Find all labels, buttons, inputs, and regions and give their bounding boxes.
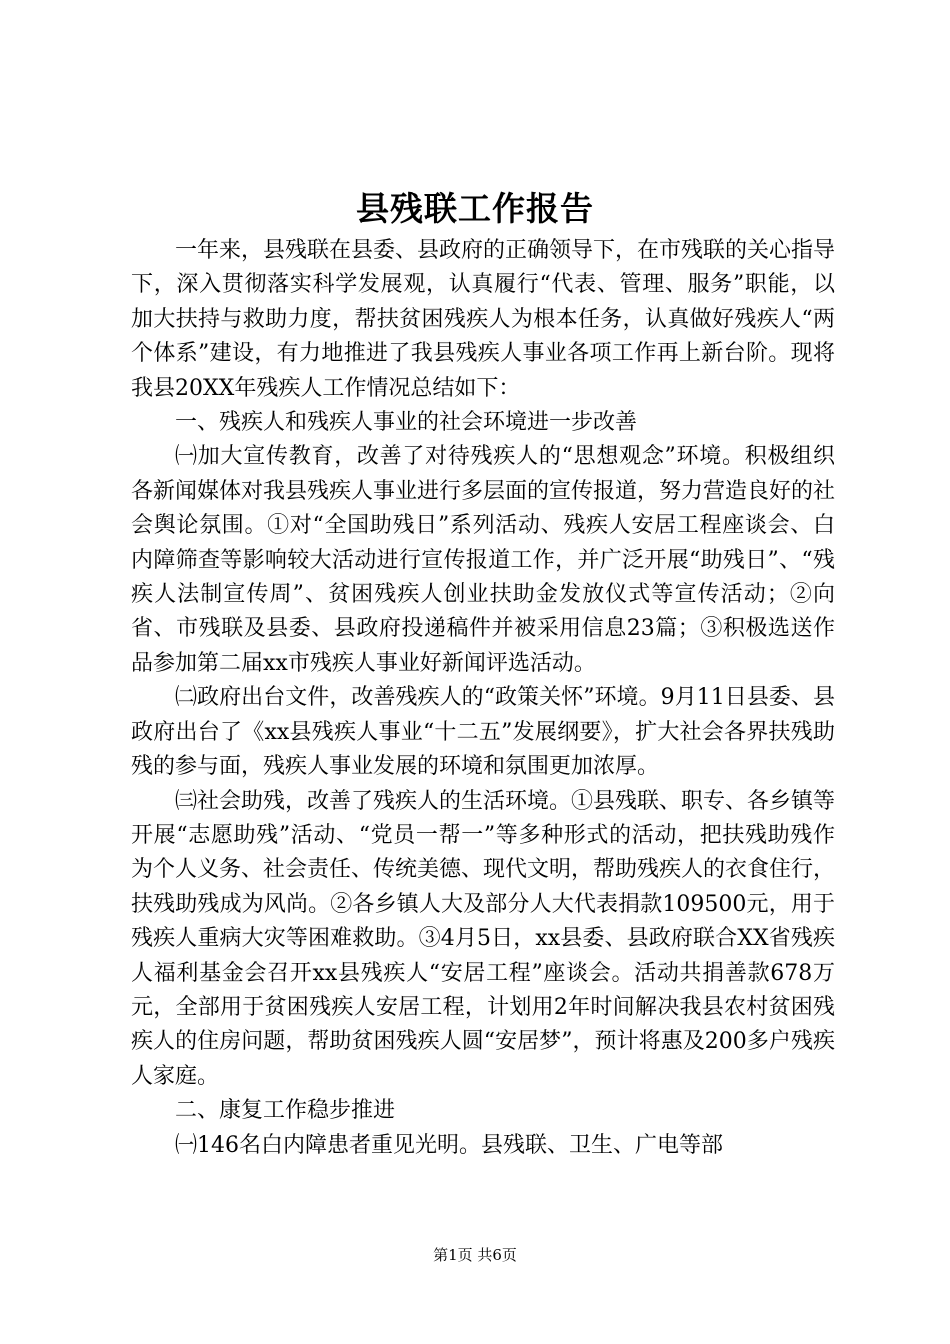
document-body: [131, 234, 835, 1163]
paragraph-1-1: ㈠加大宣传教育，改善了对待残疾人的“思想观念”环境。积极组织各新闻媒体对我县残疾人事业进行多层面的宣传报道，努力营造良好的社会舆论氛围。①对“全国助残日”系列活动、残疾人安居工程座谈会、白内障筛查等影响较大活动进行宣传报道工作，并广泛开展“助残日”、“残疾人法制宣传周”、贫困残疾人创业扶助金发放仪式等宣传活动；②向省、市残联及县委、县政府投递稿件并被采用信息23篇；③积极选送作品参加第二届xx市残疾人事业好新闻评选活动。: [131, 444, 836, 676]
paragraph-1-2: ㈡政府出台文件，改善残疾人的“政策关怀”环境。9月11日县委、县政府出台了《xx县残疾人事业“十二五”发展纲要》，扩大社会各界扶残助残的参与面，残疾人事业发展的环境和氛围更加浓厚。: [131, 685, 835, 780]
section-heading-2: 二、康复工作稳步推进: [175, 1098, 396, 1124]
page-footer: 第1页 共6页: [433, 1246, 517, 1264]
section-heading-1: 一、残疾人和残疾人事业的社会环境进一步改善: [175, 410, 638, 436]
paragraph-2-1: ㈠146名白内障患者重见光明。县残联、卫生、广电等部: [175, 1132, 723, 1158]
document-title: 县残联工作报告: [356, 189, 594, 228]
paragraph-intro: 一年来，县残联在县委、县政府的正确领导下，在市残联的关心指导下，深入贯彻落实科学发展观，认真履行“代表、管理、服务”职能，以加大扶持与救助力度，帮扶贫困残疾人为根本任务，认真做好残疾人“两个体系”建设，有力地推进了我县残疾人事业各项工作再上新台阶。现将我县20XX年残疾人工作情况总结如下：: [131, 238, 836, 401]
paragraph-1-3: ㈢社会助残，改善了残疾人的生活环境。①县残联、职专、各乡镇等开展“志愿助残”活动、“党员一帮一”等多种形式的活动，把扶残助残作为个人义务、社会责任、传统美德、现代文明，帮助残疾人的衣食住行，扶残助残成为风尚。②各乡镇人大及部分人大代表捐款109500元，用于残疾人重病大灾等困难救助。③4月5日，xx县委、县政府联合XX省残疾人福利基金会召开xx县残疾人“安居工程”座谈会。活动共捐善款678万元，全部用于贫困残疾人安居工程，计划用2年时间解决我县农村贫困残疾人的住房问题，帮助贫困残疾人圆“安居梦”，预计将惠及200多户残疾人家庭。: [131, 788, 836, 1089]
